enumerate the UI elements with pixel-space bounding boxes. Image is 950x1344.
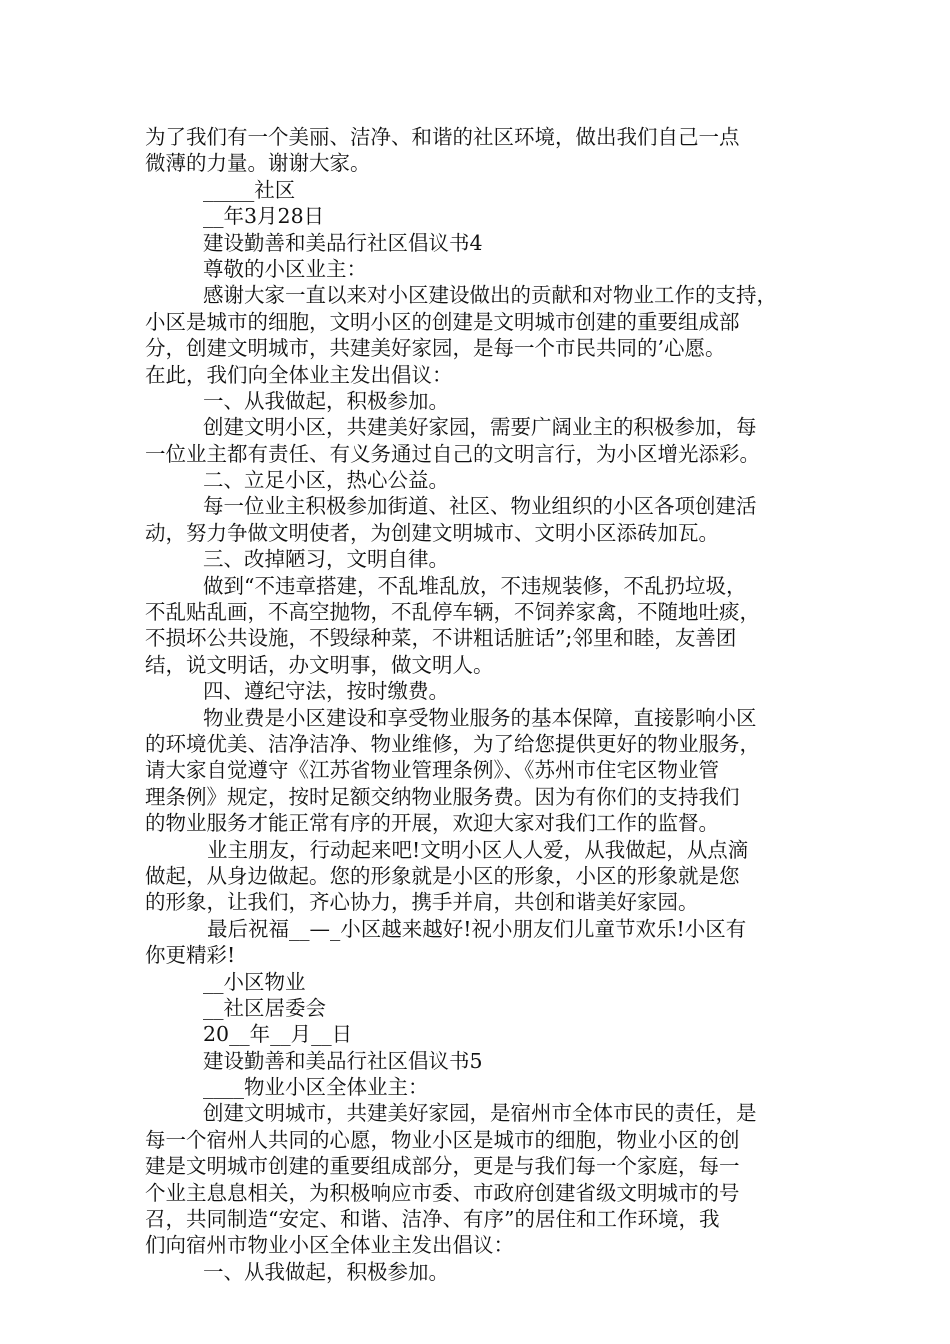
text-line: 感谢大家一直以来对小区建设做出的贡献和对物业工作的支持， [203,283,777,308]
text-line: 最后祝福__—_小区越来越好!祝小朋友们儿童节欢乐!小区有 [207,916,747,941]
text-line: 三、改掉陋习，文明自律。 [203,547,449,572]
text-line: 的环境优美、洁净洁净、物业维修，为了给您提供更好的物业服务， [145,731,760,756]
text-line: 物业费是小区建设和享受物业服务的基本保障，直接影响小区 [203,705,757,730]
text-line: 创建文明小区，共建美好家园，需要广阔业主的积极参加，每 [203,415,757,440]
text-line: 建设勤善和美品行社区倡议书5 [203,1048,483,1073]
text-line: 二、立足小区，热心公益。 [203,468,449,493]
text-line: 们向宿州市物业小区全体业主发出倡议： [145,1233,514,1258]
text-line: 尊敬的小区业主： [203,256,367,281]
text-line: 业主朋友，行动起来吧!文明小区人人爱，从我做起，从点滴 [207,837,749,862]
text-line: 结，说文明话，办文明事，做文明人。 [145,652,494,677]
text-line: 做起，从身边做起。您的形象就是小区的形象，小区的形象就是您 [145,863,740,888]
text-line: __小区物业 [203,969,306,994]
text-line: _____社区 [203,177,296,202]
text-line: 动，努力争做文明使者，为创建文明城市、文明小区添砖加瓦。 [145,520,719,545]
text-line: 你更精彩! [145,943,236,968]
text-line: 创建文明城市，共建美好家园，是宿州市全体市民的责任，是 [203,1101,757,1126]
text-line: 召，共同制造“安定、和谐、洁净、有序”的居住和工作环境，我 [145,1207,720,1232]
text-line: 在此，我们向全体业主发出倡议： [145,362,453,387]
text-line: 不损坏公共设施，不毁绿种菜，不讲粗话脏话”;邻里和睦，友善团 [145,626,737,651]
text-line: 20__年__月__日 [203,1022,353,1047]
text-line: 四、遵纪守法，按时缴费。 [203,679,449,704]
text-line: 为了我们有一个美丽、洁净、和谐的社区环境，做出我们自己一点 [145,125,740,149]
text-line: 请大家自觉遵守《江苏省物业管理条例》、《苏州市住宅区物业管 [145,758,719,783]
text-line: 一、从我做起，积极参加。 [203,1259,449,1284]
text-line: 小区是城市的细胞，文明小区的创建是文明城市创建的重要组成部 [145,309,740,334]
text-line: 微薄的力量。谢谢大家。 [145,151,371,176]
text-line: 个业主息息相关，为积极响应市委、市政府创建省级文明城市的号 [145,1180,740,1205]
text-line: __年3月28日 [203,204,325,229]
text-line: 一位业主都有责任、有义务通过自己的文明言行，为小区增光添彩。 [145,441,760,466]
text-line: 不乱贴乱画，不高空抛物，不乱停车辆，不饲养家禽，不随地吐痰， [145,600,760,625]
text-line: 理条例》规定，按时足额交纳物业服务费。因为有你们的支持我们 [145,784,740,809]
text-line: 每一位业主积极参加街道、社区、物业组织的小区各项创建活 [203,494,757,519]
document-page [145,124,815,1285]
text-line: 建设勤善和美品行社区倡议书4 [203,230,483,255]
text-line: 的形象，让我们，齐心协力，携手并肩，共创和谐美好家园。 [145,890,699,915]
text-line: __社区居委会 [203,995,326,1020]
text-line: 每一个宿州人共同的心愿，物业小区是城市的细胞，物业小区的创 [145,1127,740,1152]
text-line: 建是文明城市创建的重要组成部分，更是与我们每一个家庭，每一 [145,1154,740,1179]
text-line: 做到“不违章搭建，不乱堆乱放，不违规装修，不乱扔垃圾， [203,573,747,598]
text-line: 分，创建文明城市，共建美好家园，是每一个市民共同的’心愿。 [145,336,726,361]
text-line: ____物业小区全体业主： [203,1075,429,1100]
text-line: 的物业服务才能正常有序的开展，欢迎大家对我们工作的监督。 [145,811,719,836]
text-line: 一、从我做起，积极参加。 [203,388,449,413]
